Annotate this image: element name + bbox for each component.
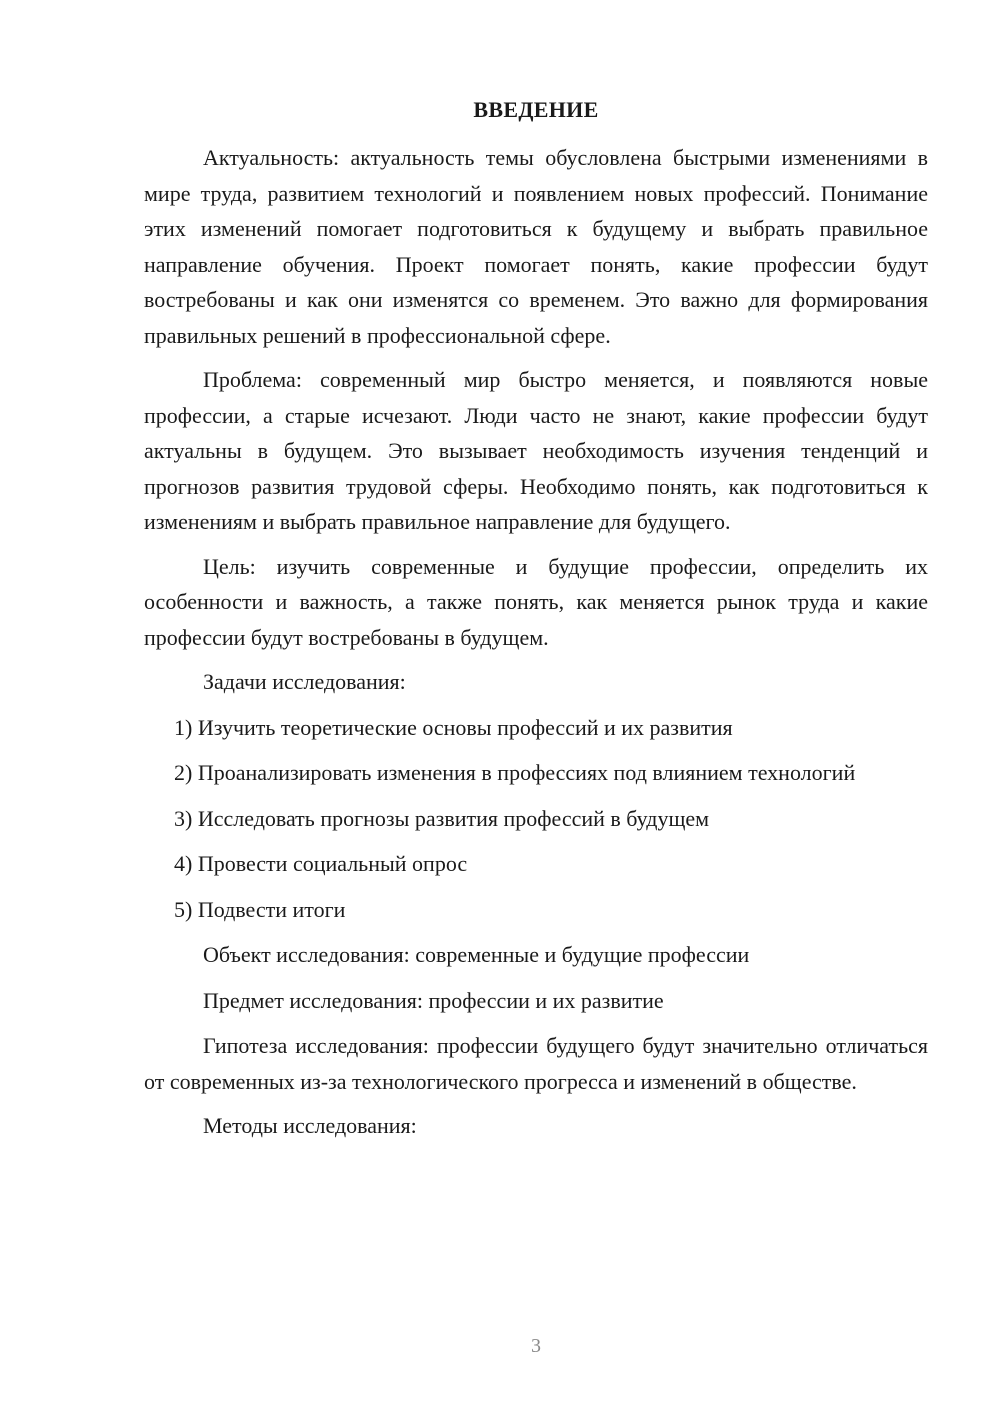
page-title: ВВЕДЕНИЕ xyxy=(473,97,599,122)
goal-paragraph: Цель: изучить современные и будущие профессии, определить их особенности и важность, а также понять, как меняется рынок труда и какие профессии будут востребованы в будущем. xyxy=(144,553,928,650)
tasks-heading: Задачи исследования: xyxy=(203,669,406,694)
task-item-1: 1) Изучить теоретические основы профессий и их развития xyxy=(174,714,733,740)
relevance-paragraph: Актуальность: актуальность темы обусловлена быстрыми изменениями в мире труда, развитием технологий и появлением новых профессий. Понимание этих изменений помогает подготовиться к будущему и выбрать правильное направление обучения. Проект помогает понять, какие профессии будут востребованы и как они изменятся со временем. Это важно для формирования правильных решений в профессиональной сфере. xyxy=(144,145,928,348)
hypothesis-paragraph: Гипотеза исследования: профессии будущего будут значительно отличаться от современных из-за технологического прогресса и изменений в обществе. xyxy=(144,1033,928,1094)
task-item-2: 2) Проанализировать изменения в профессиях под влиянием технологий xyxy=(174,760,856,785)
task-item-5: 5) Подвести итоги xyxy=(174,896,346,922)
document-page xyxy=(144,96,928,1154)
task-item-4: 4) Провести социальный опрос xyxy=(174,851,468,876)
task-item-3: 3) Исследовать прогнозы развития профессий в будущем xyxy=(174,805,710,831)
methods-heading: Методы исследования: xyxy=(203,1113,417,1138)
research-object: Объект исследования: современные и будущие профессии xyxy=(203,942,750,967)
problem-paragraph: Проблема: современный мир быстро меняется, и появляются новые профессии, а старые исчезают. Люди часто не знают, какие профессии будут актуальны в будущем. Это вызывает необходимость изучения тенденций и прогнозов развития трудовой сферы. Необходимо понять, как подготовиться к изменениям и выбрать правильное направление для будущего. xyxy=(144,367,928,534)
research-subject: Предмет исследования: профессии и их развитие xyxy=(203,987,664,1013)
page-number: 3 xyxy=(531,1335,541,1357)
